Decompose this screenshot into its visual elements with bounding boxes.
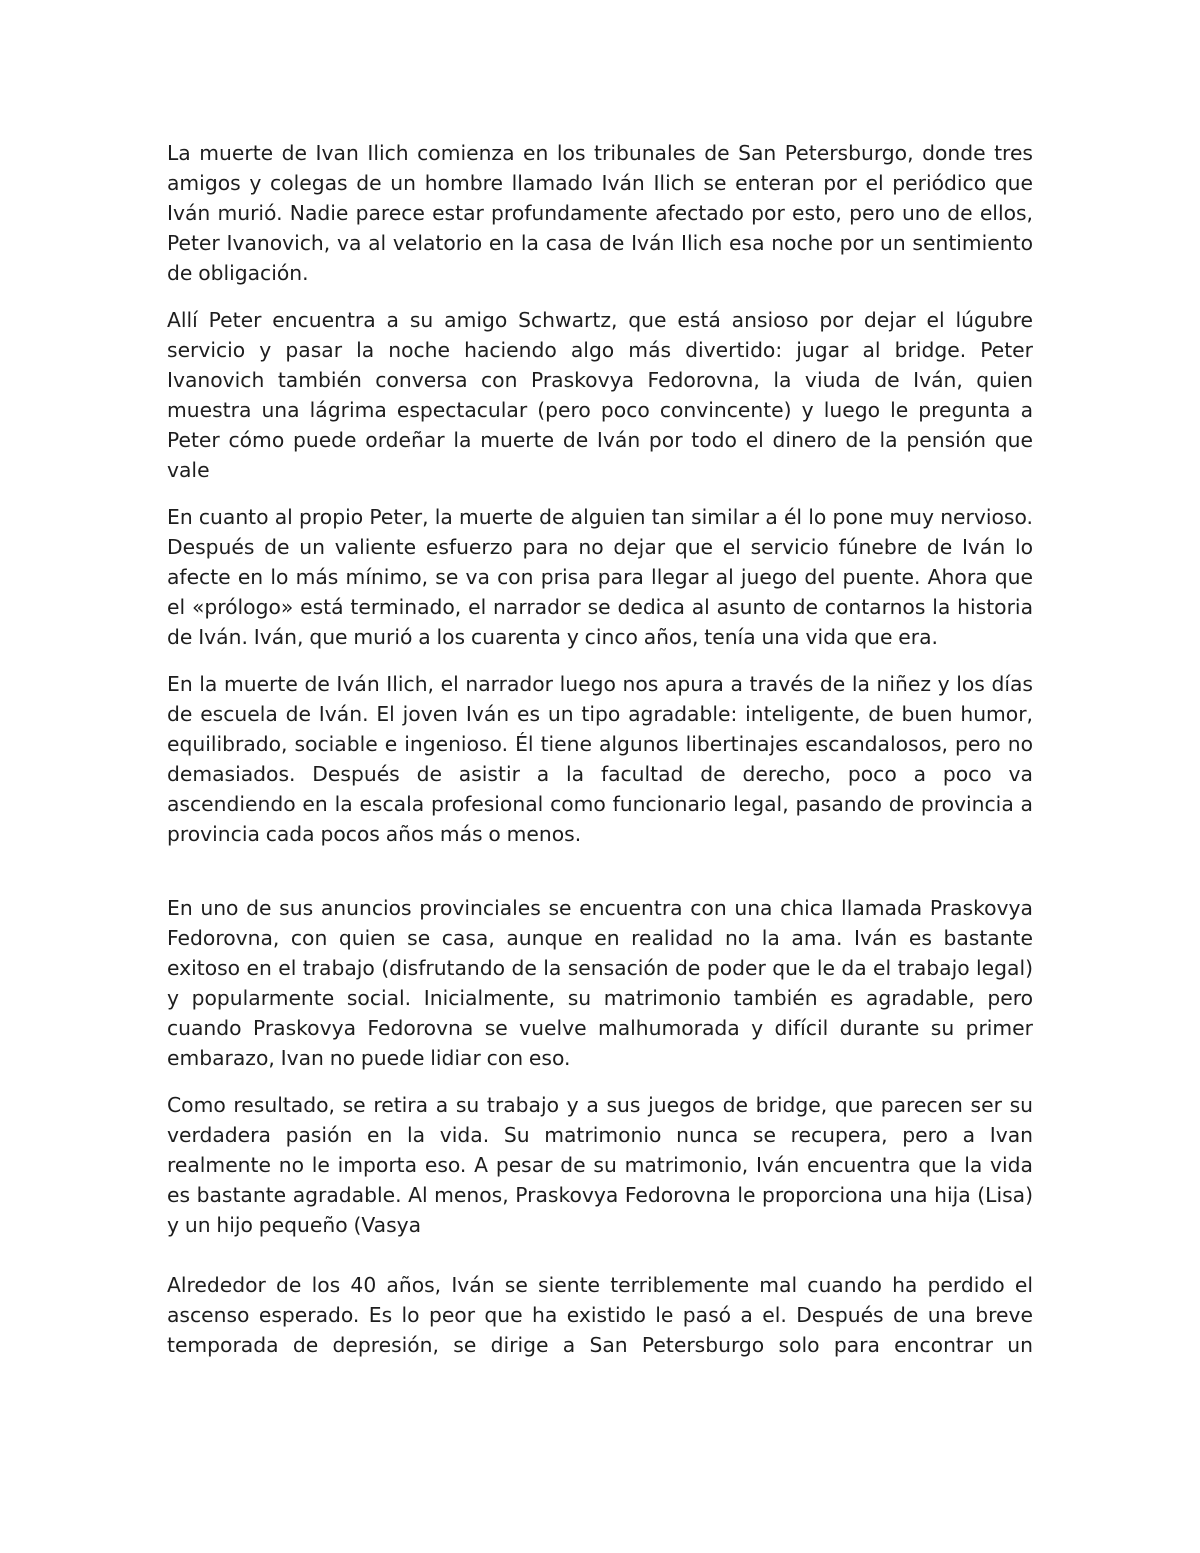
paragraph-1: La muerte de Ivan Ilich comienza en los tribunales de San Petersburgo, donde tres amigos y colegas de un hombre llamado Iván Ilich se enteran por el periódico que Iván murió. Nadie parece estar profundamente afectado por esto, pero uno de ellos, Peter Ivanovich, va al velatorio en la casa de Iván Ilich esa noche por un sentimiento de obligación. — [167, 141, 1033, 285]
paragraph-7: Alrededor de los 40 años, Iván se siente terriblemente mal cuando ha perdido el ascenso esperado. Es lo peor que ha existido le pasó a el. Después de una breve temporada de depresión, se dirige a San Petersburgo solo para encontrar un — [167, 1273, 1033, 1357]
paragraph-3: En cuanto al propio Peter, la muerte de alguien tan similar a él lo pone muy nervioso. Después de un valiente esfuerzo para no dejar que el servicio fúnebre de Iván lo afecte en lo más mínimo, se va con prisa para llegar al juego del puente. Ahora que el «prólogo» está terminado, el narrador se dedica al asunto de contarnos la historia de Iván. Iván, que murió a los cuarenta y cinco años, tenía una vida que era. — [167, 505, 1033, 649]
paragraph-5: En uno de sus anuncios provinciales se encuentra con una chica llamada Praskovya Fedorovna, con quien se casa, aunque en realidad no la ama. Iván es bastante exitoso en el trabajo (disfrutando de la sensación de poder que le da el trabajo legal) y popularmente social. Inicialmente, su matrimonio también es agradable, pero cuando Praskovya Fedorovna se vuelve malhumorada y difícil durante su primer embarazo, Ivan no puede lidiar con eso. — [167, 896, 1033, 1070]
document-body — [167, 138, 1033, 1377]
paragraph-2: Allí Peter encuentra a su amigo Schwartz, que está ansioso por dejar el lúgubre servicio y pasar la noche haciendo algo más divertido: jugar al bridge. Peter Ivanovich también conversa con Praskovya Fedorovna, la viuda de Iván, quien muestra una lágrima espectacular (pero poco convincente) y luego le pregunta a Peter cómo puede ordeñar la muerte de Iván por todo el dinero de la pensión que vale — [167, 308, 1033, 482]
paragraph-4: En la muerte de Iván Ilich, el narrador luego nos apura a través de la niñez y los días de escuela de Iván. El joven Iván es un tipo agradable: inteligente, de buen humor, equilibrado, sociable e ingenioso. Él tiene algunos libertinajes escandalosos, pero no demasiados. Después de asistir a la facultad de derecho, poco a poco va ascendiendo en la escala profesional como funcionario legal, pasando de provincia a provincia cada pocos años más o menos. — [167, 672, 1033, 846]
paragraph-6: Como resultado, se retira a su trabajo y a sus juegos de bridge, que parecen ser su verdadera pasión en la vida. Su matrimonio nunca se recupera, pero a Ivan realmente no le importa eso. A pesar de su matrimonio, Iván encuentra que la vida es bastante agradable. Al menos, Praskovya Fedorovna le proporciona una hija (Lisa) y un hijo pequeño (Vasya — [167, 1093, 1033, 1237]
